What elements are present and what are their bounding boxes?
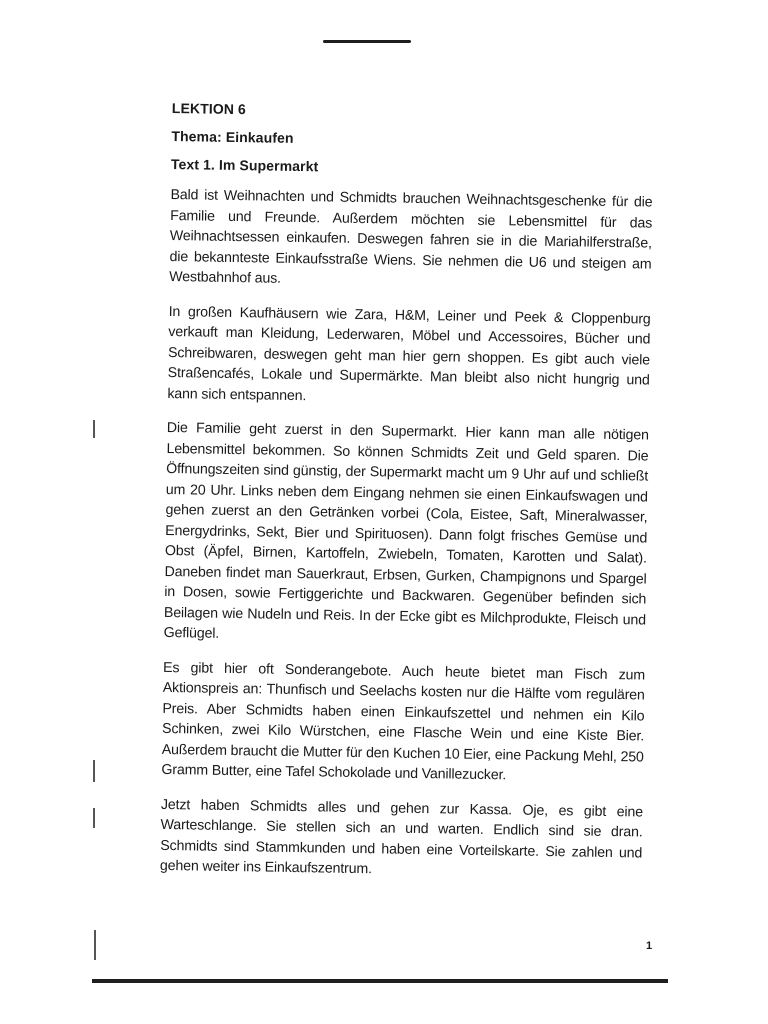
paragraph: In großen Kaufhäusern wie Zara, H&M, Leiner und Peek & Cloppenburg verkauft man Kleidung, Lederwaren, Möbel und Accessoires, Bücher und Schreibwaren, deswegen geht man hier gern shoppen. Es gibt auch viele Straßencafés, Lokale und Supermärkte. Man bleibt also nicht hungrig und kann sich entspannen.: [167, 303, 651, 404]
margin-mark: [93, 760, 95, 782]
paragraph: Jetzt haben Schmidts alles und gehen zur Kassa. Oje, es gibt eine Warteschlange. Sie stellen sich an und warten. Endlich sind sie dran. Schmidts sind Stammkunden und haben eine Vorteilskarte. Sie zahlen und gehen weiter ins Einkaufszentrum.: [159, 796, 644, 878]
margin-mark: [93, 808, 95, 828]
margin-mark: [94, 930, 96, 960]
margin-mark: [93, 420, 95, 438]
top-rule: [323, 40, 411, 43]
document-body: [160, 100, 654, 898]
theme-heading: Thema: Einkaufen: [171, 127, 294, 146]
paragraph: Die Familie geht zuerst in den Supermarkt. Hier kann man alle nötigen Lebensmittel bekommen. So können Schmidts Zeit und Geld sparen. Die Öffnungszeiten sind günstig, der Supermarkt macht um 9 Uhr auf und schließt um 20 Uhr. Links neben dem Eingang nehmen sie einen Einkaufswagen und gehen zuerst an den Getränken vorbei (Cola, Eistee, Saft, Mineralwasser, Energydrinks, Sekt, Bier und Spirituosen). Dann folgt frisches Gemüse und Obst (Äpfel, Birnen, Kartoffeln, Zwiebeln, Tomaten, Karotten und Salat). Daneben findet man Sauerkraut, Erbsen, Gurken, Champignons und Spargel in Dosen, sowie Fertiggerichte und Backwaren. Gegenüber befinden sich Beilagen wie Nudeln und Reis. In der Ecke gibt es Milchprodukte, Fleisch und Geflügel.: [163, 419, 649, 642]
bottom-rule: [92, 979, 668, 983]
paragraph: Es gibt hier oft Sonderangebote. Auch heute bietet man Fisch zum Aktionspreis an: Thunfisch und Seelachs kosten nur die Hälfte vom regulären Preis. Aber Schmidts haben einen Einkaufszettel und nehmen ein Kilo Schinken, zwei Kilo Würstchen, eine Flasche Wein und eine Kiste Bier. Außerdem braucht die Mutter für den Kuchen 10 Eier, eine Packung Mehl, 250 Gramm Butter, eine Tafel Schokolade und Vanillezucker.: [161, 659, 646, 784]
text-title: Text 1. Im Supermarkt: [170, 155, 319, 175]
lesson-heading: LEKTION 6: [171, 100, 247, 118]
paragraph: Bald ist Weihnachten und Schmidts brauchen Weihnachtsgeschenke für die Familie und Freunde. Außerdem möchten sie Lebensmittel für das Weihnachtsessen einkaufen. Deswegen fahren sie in die Mariahilferstraße, die bekannteste Einkaufsstraße Wiens. Sie nehmen die U6 und steigen am Westbahnhof aus.: [169, 186, 653, 287]
page-number: 1: [646, 940, 653, 952]
